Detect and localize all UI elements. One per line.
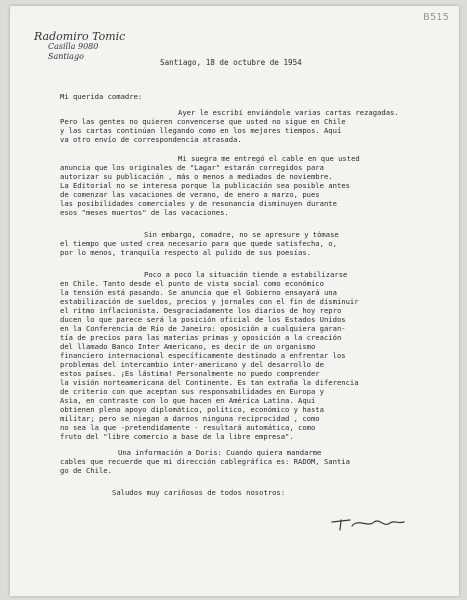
paragraph-3-line: el tiempo que usted crea necesario para que quede satisfecha, o,: [60, 239, 337, 248]
paragraph-4-line: en Chile. Tanto desde el punto de vista social como económico: [60, 279, 324, 288]
paragraph-4-line: militar; pero se niegan a darnos ninguna reciprocidad , como: [60, 414, 320, 423]
paragraph-4-line: el ritmo inflacionista. Desgraciadamente los diarios de hoy repro: [60, 306, 342, 315]
paragraph-2-line: las posibilidades comerciales y de resonancia disminuyen durante: [60, 199, 337, 208]
paragraph-1-line: va otro envío de correspondencia atrasada.: [60, 135, 242, 144]
letterhead-line2: Santiago: [48, 52, 84, 61]
paragraph-1-line: Pero las gentes no quieren convencerse que usted no sigue en Chile: [60, 117, 346, 126]
paragraph-2-line: La Editorial no se interesa porque la publicación sea posible antes: [60, 181, 350, 190]
paragraph-5-line: cables que recuerde que mi dirección cablegráfica es: RADOM, Santia: [60, 457, 350, 466]
paragraph-1-line: Ayer le escribí enviándole varias cartas rezagadas.: [178, 108, 399, 117]
letter-date: Santiago, 18 de octubre de 1954: [160, 58, 302, 67]
paragraph-2-line: Mi suegra me entregó el cable en que usted: [178, 154, 360, 163]
paragraph-2-line: de comenzar las vacaciones de verano, de enero a marzo, pues: [60, 190, 320, 199]
paragraph-4-line: la tensión está pasando. Se anuncia que el Gobierno ensayará una: [60, 288, 337, 297]
paragraph-4-line: estos países. ¡Es lástima! Personalmente no puedo comprender: [60, 369, 320, 378]
paragraph-3-line: por lo menos, tranquila respecto al pulido de sus poesías.: [60, 248, 311, 257]
paragraph-3-line: Sin embargo, comadre, no se apresure y tómase: [144, 230, 339, 239]
letter-page: [10, 6, 459, 596]
archive-number: B515: [423, 12, 449, 23]
paragraph-2-line: esos "meses muertos" de las vacaciones.: [60, 208, 229, 217]
paragraph-2-line: autorizar su publicación , más o menos a mediados de noviembre.: [60, 172, 333, 181]
paragraph-4-line: financiero internacional específicamente destinado a enfrentar los: [60, 351, 346, 360]
handwritten-signature: [328, 508, 408, 534]
paragraph-4-line: en la Conferencia de Río de Janeiro: oposición a cualquiera garan-: [60, 324, 346, 333]
paragraph-2-line: anuncia que los originales de "Lagar" estarán corregidos para: [60, 163, 324, 172]
paragraph-5-line: Una información a Doris: Cuando quiera mandarme: [118, 448, 322, 457]
paragraph-4-line: de criterio con que aceptan sus responsabilidades en Europa y: [60, 387, 324, 396]
paragraph-4-line: problemas del intercambio inter-americano y del desarrollo de: [60, 360, 324, 369]
paragraph-1-line: y las cartas continúan llegando como en los mejores tiempos. Aquí: [60, 126, 342, 135]
paragraph-4-line: estabilización de sueldos, precios y jornales con el fin de disminuir: [60, 297, 359, 306]
paragraph-5-line: go de Chile.: [60, 466, 112, 475]
paragraph-4-line: Poco a poco la situación tiende a estabilizarse: [144, 270, 348, 279]
salutation: Mi querida comadre:: [60, 92, 143, 101]
paragraph-4-line: Asia, en contraste con lo que hacen en América Latina. Aquí: [60, 396, 316, 405]
letterhead-name: Radomiro Tomic: [34, 30, 126, 43]
paragraph-4-line: obtienen pleno apoyo diplomático, político, económico y hasta: [60, 405, 324, 414]
closing: Saludos muy cariñosos de todos nosotros:: [112, 488, 286, 497]
paragraph-4-line: tía de precios para las materias primas y oposición a la creación: [60, 333, 342, 342]
paragraph-4-line: ducen lo que parece será la posición oficial de los Estados Unidos: [60, 315, 346, 324]
paragraph-4-line: no sea la que -pretendidamente - resultará automática, como: [60, 423, 316, 432]
letterhead-line1: Casilla 9080: [48, 42, 99, 51]
paragraph-4-line: del llamado Banco Inter Americano, es decir de un organismo: [60, 342, 316, 351]
paragraph-4-line: la visión norteamericana del Continente. Es tan extraña la diferencia: [60, 378, 359, 387]
letterhead: [34, 32, 125, 62]
paragraph-4-line: fruto del "libre comercio a base de la libre empresa".: [60, 432, 294, 441]
